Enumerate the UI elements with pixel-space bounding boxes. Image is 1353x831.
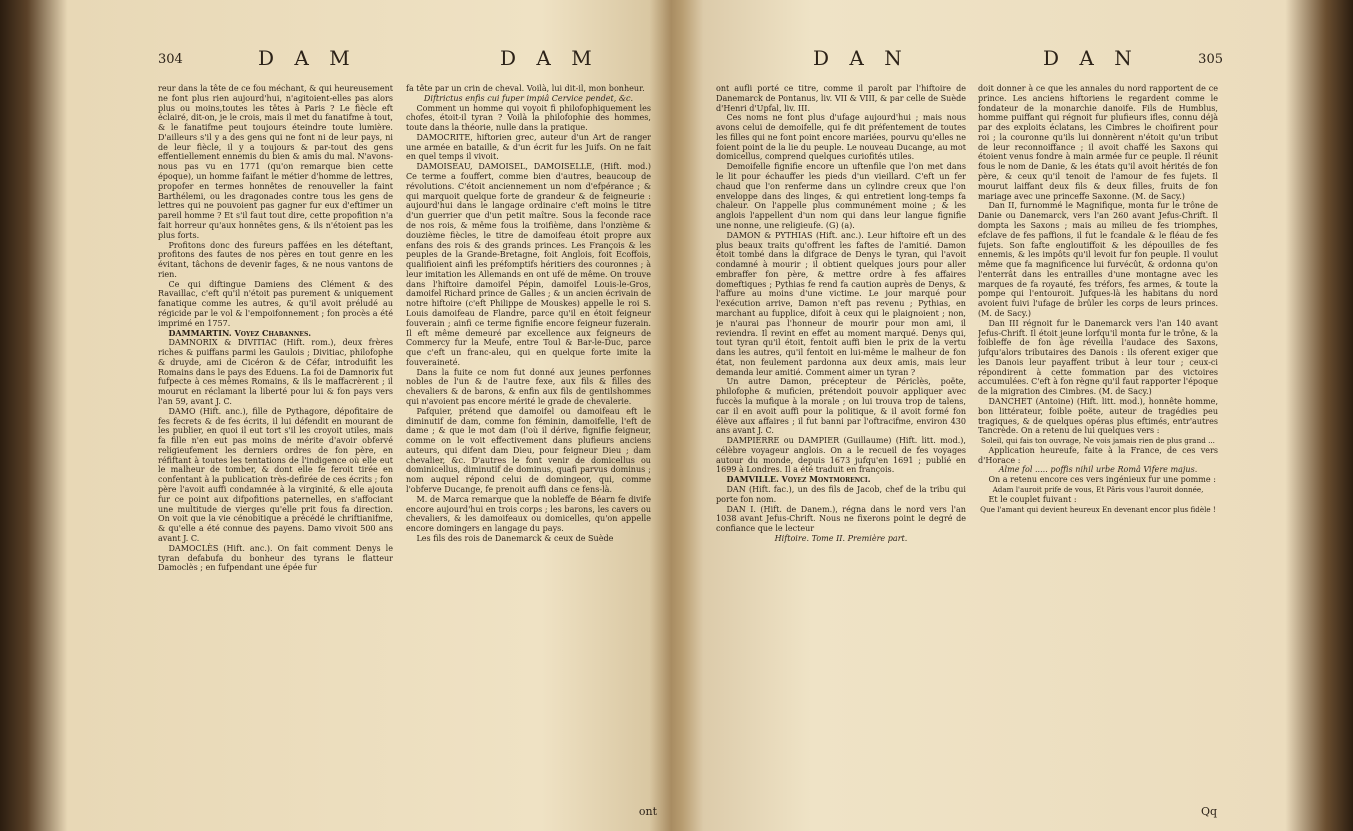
- column-right: [406, 84, 651, 812]
- paragraph: Profitons donc des fureurs paffées en les déteftant, profitons des fautes de nos pères en tout genre en les évitant, tâchons de devenir fages, & ne nous vantons de rien.: [158, 240, 393, 279]
- right-page: [688, 46, 1223, 820]
- running-head-word: D A M: [500, 46, 599, 70]
- paragraph: Application heureufe, faite à la France, de ces vers d'Horace :: [978, 445, 1218, 465]
- paragraph: reur dans la tête de ce fou méchant, & qui heureusement ne font plus rien aujourd'hui, n'agitoient-elles pas alors plus ou moins,toutes les têtes à Paris ? Le fiècle eft éclairé, dit-on, je le crois, mais il met du fanatifme à tout, & le fanatifme peut toujours éteindre toute lumière. D'ailleurs s'il y a des gens qui ne font ni de leur pays, ni de leur fiècle, il y a toujours & par-tout des gens effentiellement ennemis du bien & amis du mal. N'avons-nous pas vu en 1771 (qu'on remarque bien cette époque), un homme faifant le métier d'homme de lettres, propofer en termes honnêtes de renouveller la faint Barthélemi, ou les dragonades contre tous les gens de lettres qui ne pouvoient pas gagner fur eux d'eftimer un pareil homme ? Et s'il faut tout dire, cette propofition n'a fait horreur qu'aux honnêtes gens, & ils n'étoient pas les plus forts.: [158, 84, 393, 240]
- paragraph: Ces noms ne font plus d'ufage aujourd'hui ; mais nous avons celui de demoifelle, qui fe dit préfentement de toutes les filles qui ne font point encore mariées, pourvu qu'elles ne foient point de la lie du peuple. Le nouveau Ducange, au mot domicellus, comprend quelques curiofités utiles.: [716, 113, 966, 162]
- entry: DAMOISEAU, DAMOISEL, DAMOISELLE, (Hift. mod.) Ce terme a fouffert, comme bien d'autres, beaucoup de révolutions. C'étoit anciennement un nom d'efpérance ; & qui marquoit quelque forte de grandeur & de feigneurie : aujourd'hui dans le langage ordinaire c'eft moins le titre d'un guerrier que d'un petit maître. Sous la feconde race de nos rois, & même fous la troifième, dans l'onzième & douzième fiècles, le titre de damoifeau étoit propre aux enfans des rois & des grands princes. Les François & les peuples de la Grande-Bretagne, foit Anglois, foit Ecoffois, qualifioient ainfi les préfomptifs héritiers des couronnes ; à leur imitation les Allemands en ont ufé de même. On trouve dans l'hiftoire damoifel Pépin, damoifel Louis-le-Gros, damoifel Richard prince de Galles ; & un ancien écrivain de notre hiftoire (c'eft Philippe de Mouskes) appelle le roi S. Louis damoifeau de Flandre, parce qu'il en étoit feigneur fouverain ; ainfi ce terme fignifie encore feigneur fuzerain. Il eft même demeuré par excellence aux feigneurs de Commercy fur la Meufe, entre Toul & Bar-le-Duc, parce que c'eft un franc-aleu, qui en quelque forte imite la fouveraineté.: [406, 162, 651, 367]
- entry: DAMNORIX & DIVITIAC (Hift. rom.), deux frères riches & puiffans parmi les Gaulois ; Divitiac, philofophe & druyde, ami de Cicéron & de Céfar, introduifit les Romains dans le pays des Eduens. La foi de Damnorix fut fufpecte à ces mêmes Romains, & ils le maffacrèrent ; il mourut en réclamant la liberté pour lui & fon pays vers l'an 59, avant J. C.: [158, 338, 393, 406]
- entry: DANCHET (Antoine) (Hift. litt. mod.), honnête homme, bon littérateur, foible poëte, auteur de tragédies peu tragiques, & de quelques opéras plus eftimés, entr'autres Tancrède. On a retenu de lui quelques vers :: [978, 397, 1218, 436]
- entry-heading: DAMMARTIN. Voyez Chabannes.: [168, 327, 312, 338]
- paragraph: Comment un homme qui voyoit fi philofophiquement les chofes, étoit-il tyran ? Voilà la philofophie des hommes, toute dans la théorie, nulle dans la pratique.: [406, 103, 651, 133]
- running-head: [158, 46, 663, 72]
- page-number: 304: [158, 52, 183, 67]
- entry: DAMO (Hift. anc.), fille de Pythagore, dépofitaire de fes fecrets & de fes écrits, il lui défendit en mourant de les publier, en quoi il eut tort s'il les croyoit utiles, mais fa fille n'en eut pas moins de mérite d'avoir obfervé religieufement les derniers ordres de fon père, en réfiftant à toutes les tentations de l'indigence où elle eut le malheur de tomber, & dont elle fe feroit tirée en confentant à la publication très-defirée de ces écrits ; fon père l'avoit auffi condamnée à la virginité, & elle ajouta fur ce point aux difpofitions paternelles, en s'affociant une multitude de vierges qu'elle prit fous fa direction. On voit que la vie cénobitique a précédé le chriftianifme, & qu'elle a été connue des payens. Damo vivoit 500 ans avant J. C.: [158, 406, 393, 543]
- catchword: ont: [638, 805, 657, 818]
- paragraph: On a retenu encore ces vers ingénieux fur une pomme :: [988, 475, 1216, 485]
- paragraph: fa tête par un crin de cheval. Voilà, lui dit-il, mon bonheur.: [406, 84, 645, 93]
- entry: DAMPIERRE ou DAMPIER (Guillaume) (Hift. litt. mod.), célèbre voyageur anglois. On a le recueil de fes voyages autour du monde, depuis 1673 jufqu'en 1691 ; publié en 1699 à Londres. Il a été traduit en françois.: [716, 436, 966, 475]
- signature-line: Hiftoire. Tome II. Première part.: [774, 533, 908, 543]
- paragraph: doit donner à ce que les annales du nord rapportent de ce prince. Les anciens hiftoriens le regardent comme le fondateur de la monarchie danoife. Fils de Humblus, homme puiffant qui régnoit fur plufieurs ifles, connu déjà par des exploits éclatans, les Cimbres le choifirent pour roi ; la couronne qu'ils lui donnèrent n'étoit qu'un tribut de leur reconnoiffance ; il avoit chaffé les Saxons qui étoient venus fondre à main armée fur ce peuple. Il réunit fous le nom de Danie, & les états qu'il avoit hérités de fon père, & ceux qu'il tenoit de l'amour de fes fujets. Il mourut laiffant deux fils & deux filles, fruits de fon mariage avec une princeffe Saxonne. (M. de Sacy.): [978, 84, 1218, 201]
- running-head: [688, 46, 1223, 72]
- running-head-word: D A M: [258, 46, 357, 70]
- latin-quote: Diftrictus enfis cui fuper impiâ Cervice pendet, &c.: [423, 93, 634, 103]
- verse: Que l'amant qui devient heureux En devenant encor plus fidèle !: [980, 504, 1216, 514]
- paragraph: Et le couplet fuivant :: [988, 494, 1077, 504]
- running-head-word: D A N: [1043, 46, 1139, 70]
- entry: DAN (Hift. fac.), un des fils de Jacob, chef de la tribu qui porte fon nom.: [716, 485, 966, 504]
- paragraph: Demoifelle fignifie encore un uftenfile que l'on met dans le lit pour échauffer les pieds d'un vieillard. C'eft un fer chaud que l'on renferme dans un cylindre creux que l'on enveloppe dans des linges, & qui entretient long-temps fa chaleur. On l'appelle plus communément moine ; & les anglois l'appellent d'un nom qui dans leur langue fignifie une nonne, une religieufe. (G) (a).: [716, 162, 966, 230]
- paragraph: Ce qui diftingue Damiens des Clément & des Ravaillac, c'eft qu'il n'étoit pas purement & uniquement fanatique comme les autres, & qu'il avoit préludé au régicide par le vol & l'empoifonnement ; fon procès a été imprimé en 1757.: [158, 279, 393, 328]
- paragraph: Pafquier, prétend que damoifel ou damoifeau eft le diminutif de dam, comme fon féminin, damoifelle, l'eft de dame ; & que le mot dam (l'où il dérive, fignifie feigneur, comme on le voit effectivement dans plufieurs anciens auteurs, qui difent dam Dieu, pour feigneur Dieu ; dam chevalier, &c. D'autres le font venir de domicellus ou dominicellus, diminutif de dominus, quafi parvus dominus ; nom auquel répond celui de domingeor, qui, comme l'obferve Ducange, fe prenoit auffi dans ce fens-là.: [406, 406, 651, 495]
- entry: DAMON & PYTHIAS (Hift. anc.). Leur hiftoire eft un des plus beaux traits qu'offrent les faftes de l'amitié. Damon étoit tombé dans la difgrace de Denys le tyran, qui l'avoit condamné à mourir ; il obtient quelques jours pour aller embraffer fon père, & mettre ordre à fes affaires domeftiques ; Pythias fe rend fa caution auprès de Denys, & l'affure au moins d'une victime. Le jour marqué pour l'exécution arrive, Damon n'eft pas revenu ; Pythias, en marchant au fupplice, difoit à ceux qui le plaignoient ; non, je n'aurai pas l'honneur de mourir pour mon ami, il reviendra. Il revint en effet au moment marqué. Denys qui, tout tyran qu'il étoit, fentoit auffi bien le prix de la vertu dans les autres, qu'il fentoit en lui-même le malheur de fon état, non feulement pardonna aux deux amis, mais leur demanda leur amitié. Comment aimer un tyran ?: [716, 230, 966, 377]
- paragraph: Dans la fuite ce nom fut donné aux jeunes perfonnes nobles de l'un & de l'autre fexe, aux fils & filles des chevaliers & de barons, & enfin aux fils de gentilshommes qui n'avoient pas encore mérité le grade de chevalerie.: [406, 367, 651, 406]
- entry: DAMOCRITE, hiftorien grec, auteur d'un Art de ranger une armée en bataille, & d'un écrit fur les Juifs. On ne fait en quel temps il vivoit.: [406, 132, 651, 162]
- entry: Dan II, furnommé le Magnifique, monta fur le trône de Danie ou Danemarck, vers l'an 260 avant Jefus-Chrift. Il dompta les Saxons ; mais au milieu de fes triomphes, efclave de fes paffions, il fut le fcandale & le fléau de fes fujets. Son fafte engloutiffoit & les dépouilles de fes ennemis, & les impôts qu'il levoit fur fon peuple. Il voulut même que fa magnificence lui furvécût, & ordonna qu'on l'enterrât dans les entrailles d'une montagne avec les marques de fa royauté, fes tréfors, fes armes, & toute la pompe qui l'entouroit. Jufques-là les habitans du nord avoient fuivi l'ufage de brûler les corps de leurs princes. (M. de Sacy.): [978, 201, 1218, 318]
- entry: DAMOCLÈS (Hift. anc.). On fait comment Denys le tyran defabufa du bonheur des tyrans le flatteur Damoclès ; en fufpendant une épée fur: [158, 543, 393, 573]
- catchword: Qq: [1200, 805, 1217, 818]
- paragraph: M. de Marca remarque que la nobleffe de Béarn fe divife encore aujourd'hui en trois corps ; les barons, les cavers ou chevaliers, & les damoifeaux ou domicelles, qu'on appelle encore domingers en langage du pays.: [406, 494, 651, 534]
- latin-quote: Alme fol ..... poffis nihil urbe Româ Vifere majus.: [998, 465, 1198, 475]
- column-right: [978, 84, 1218, 812]
- verse: Soleil, qui fais ton ouvrage, Ne vois jamais rien de plus grand ...: [981, 436, 1215, 446]
- column-left: [158, 84, 393, 812]
- paragraph: Les fils des rois de Danemarck & ceux de Suède: [416, 533, 614, 543]
- entry: Dan III régnoit fur le Danemarck vers l'an 140 avant Jefus-Chrift. Il étoit jeune lorfqu'il monta fur le trône, & la foibleffe de fon âge réveilla l'audace des Saxons, jufqu'alors tributaires des Danois : ils oferent exiger que les Danois leur payaffent tribut à leur tour ; ceux-ci répondirent à cette fommation par des victoires accumulées. C'eft à fon règne qu'il faut rapporter l'époque de la migration des Cimbres. (M. de Sacy.): [978, 318, 1218, 397]
- left-page: [158, 46, 663, 820]
- entry: DAN I. (Hift. de Danem.), régna dans le nord vers l'an 1038 avant Jefus-Chrift. Nous ne fixerons point le degré de confiance que le lecteur: [716, 504, 966, 534]
- column-left: [716, 84, 966, 812]
- verse: Adam l'auroit prife de vous, Et Pâris vous l'auroit donnée,: [992, 485, 1204, 495]
- paragraph: ont aufli porté ce titre, comme il paroît par l'hiftoire de Danemarck de Pontanus, liv. VII & VIII, & par celle de Suède d'Henri d'Upfal, liv. III.: [716, 84, 966, 113]
- running-head-word: D A N: [813, 46, 909, 70]
- paragraph: Un autre Damon, précepteur de Périclès, poëte, philofophe & muficien, prétendoit pouvoir appliquer avec fuccès la mufique à la morale ; on lui trouva trop de talens, car il en avoit auffi pour la politique, & il avoit formé fon élève aux affaires ; il fut banni par l'oftracifme, environ 430 ans avant J. C.: [716, 377, 966, 436]
- page-number: 305: [1198, 52, 1223, 67]
- entry-heading: DAMVILLE. Voyez Montmorenci.: [726, 474, 871, 485]
